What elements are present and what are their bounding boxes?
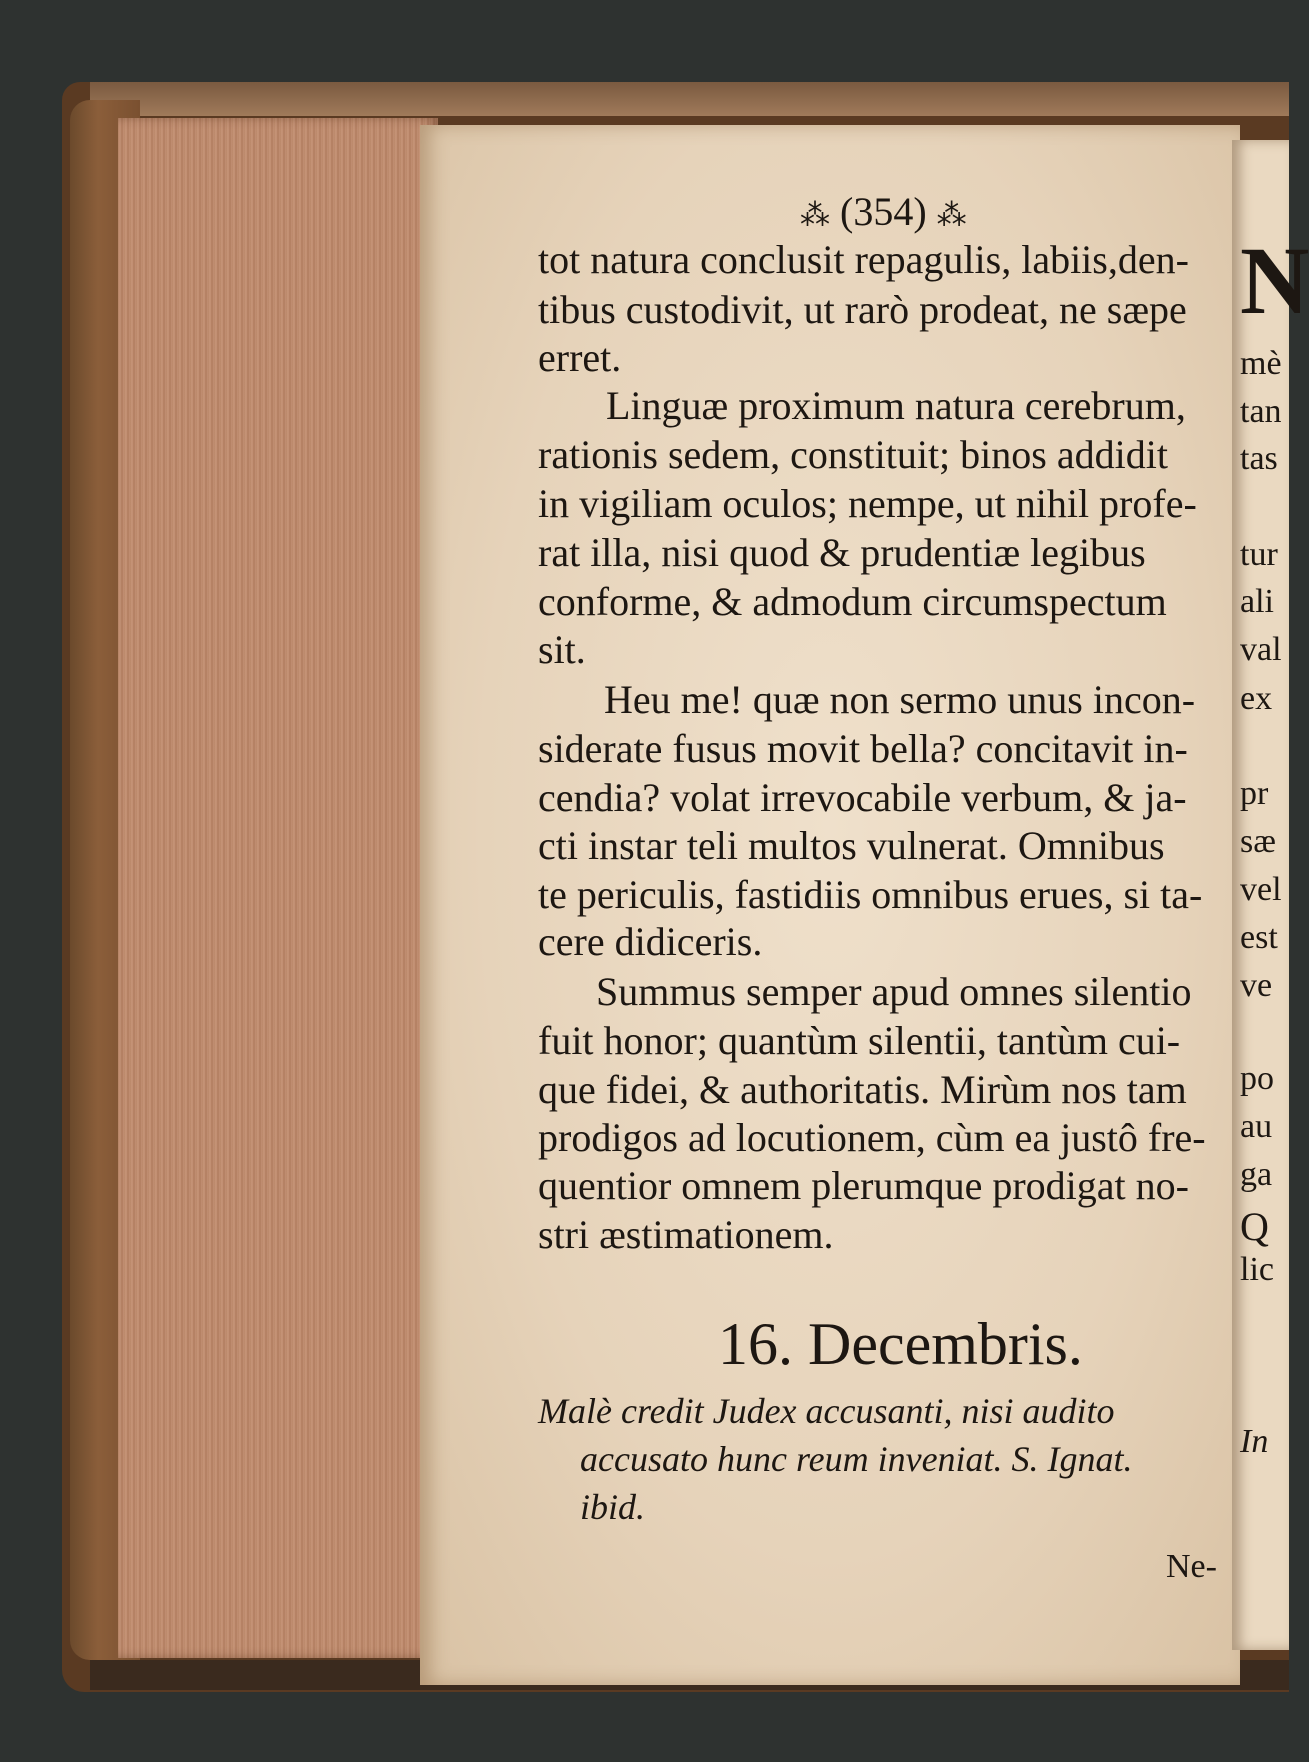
- next-page-fragment: au: [1240, 1108, 1273, 1145]
- page-number: (354): [840, 189, 927, 234]
- next-page-fragment: val: [1240, 631, 1282, 668]
- body-line: stri æstimationem.: [538, 1212, 834, 1257]
- ornament-left-icon: ⁂: [800, 199, 830, 232]
- book-headband: [90, 82, 1289, 116]
- next-page-fragment: tas: [1240, 440, 1278, 477]
- body-line: Summus semper apud omnes silentio: [596, 969, 1192, 1014]
- next-page-fragment: mè: [1240, 345, 1282, 382]
- next-page-fragment: tan: [1240, 393, 1282, 430]
- next-page-fragment: po: [1240, 1060, 1274, 1097]
- next-page-fragment: lic: [1240, 1251, 1274, 1288]
- body-line: fuit honor; quantùm silentii, tantùm cui-: [538, 1018, 1181, 1063]
- body-line: rat illa, nisi quod & prudentiæ legibus: [538, 530, 1146, 575]
- next-page-fragment: ali: [1240, 583, 1274, 620]
- page-block-edge: [118, 118, 438, 1658]
- body-line: siderate fusus movit bella? concitavit in-: [538, 726, 1188, 771]
- body-line: quentior omnem plerumque prodigat no-: [538, 1163, 1189, 1208]
- quote-line: Malè credit Judex accusanti, nisi audito: [538, 1391, 1115, 1431]
- body-line: cti instar teli multos vulnerat. Omnibus: [538, 823, 1165, 868]
- body-line: que fidei, & authoritatis. Mirùm nos tam: [538, 1067, 1187, 1112]
- catchword: Ne-: [1166, 1548, 1217, 1585]
- body-line: tot natura conclusit repagulis, labiis,den-: [538, 237, 1189, 282]
- next-page-fragment: Q: [1240, 1204, 1269, 1249]
- body-line: in vigiliam oculos; nempe, ut nihil profe-: [538, 481, 1197, 526]
- quote-line: accusato hunc reum inveniat. S. Ignat.: [580, 1439, 1133, 1479]
- next-page-fragment: ga: [1240, 1156, 1273, 1193]
- body-line: cere didiceris.: [538, 919, 763, 964]
- body-line: tibus custodivit, ut rarò prodeat, ne sæpe: [538, 287, 1187, 332]
- quote-line: ibid.: [580, 1487, 646, 1527]
- body-line: Linguæ proximum natura cerebrum,: [606, 383, 1186, 428]
- ornament-right-icon: ⁂: [936, 199, 967, 232]
- next-page-fragment: tur: [1240, 536, 1278, 573]
- body-line: te periculis, fastidiis omnibus erues, si ta-: [538, 872, 1203, 917]
- body-line: conforme, & admodum circumspectum: [538, 579, 1167, 624]
- page-header: [800, 188, 967, 235]
- body-line: Heu me! quæ non sermo unus incon-: [604, 677, 1196, 722]
- body-line: sit.: [538, 627, 586, 672]
- next-page-fragment: ve: [1240, 967, 1273, 1004]
- next-page-fragment: vel: [1240, 871, 1282, 908]
- section-heading: 16. Decembris.: [718, 1311, 1083, 1377]
- next-page-fragment: pr: [1240, 775, 1269, 812]
- body-line: prodigos ad locutionem, cùm ea justô fre-: [538, 1115, 1206, 1160]
- next-page-fragment: sæ: [1240, 823, 1276, 860]
- next-page-edge: [1232, 140, 1309, 1650]
- body-line: rationis sedem, constituit; binos addidit: [538, 432, 1168, 477]
- next-page-fragment: est: [1240, 919, 1278, 956]
- body-line: cendia? volat irrevocabile verbum, & ja-: [538, 775, 1187, 820]
- next-page-fragment: In: [1240, 1423, 1269, 1460]
- next-page-fragment: N: [1240, 227, 1309, 334]
- body-line: erret.: [538, 335, 622, 380]
- next-page-fragment: ex: [1240, 680, 1273, 717]
